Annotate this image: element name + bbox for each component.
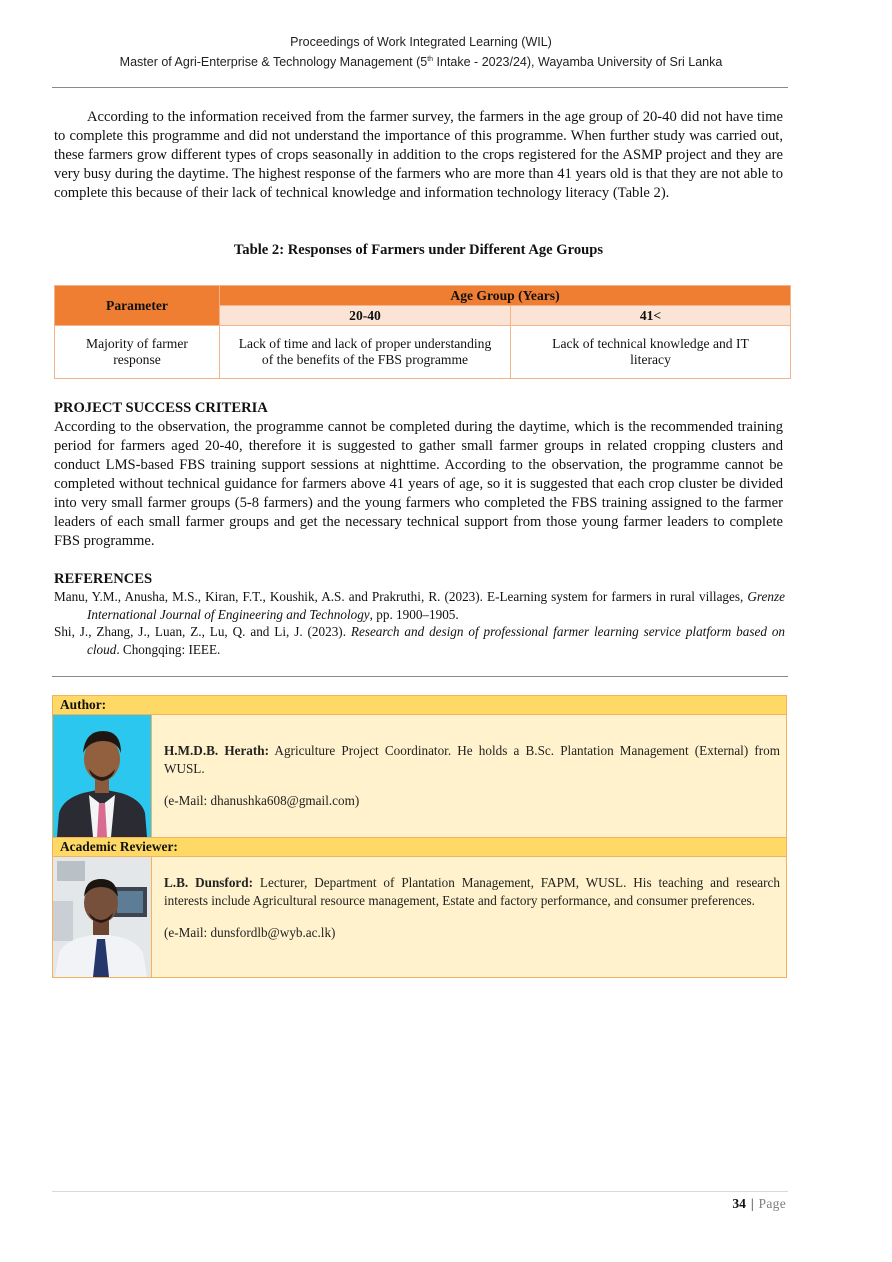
- author-box: [52, 695, 787, 838]
- page-number: 34: [732, 1196, 746, 1211]
- table-caption: Table 2: Responses of Farmers under Different Age Groups: [233, 242, 604, 258]
- reference-publisher: . Chongqing: IEEE.: [116, 641, 221, 657]
- table-cell-41-plus: [511, 326, 791, 379]
- table-cell-20-40-text: Lack of time and lack of proper understanding of the benefits of the FBS programme: [238, 336, 492, 367]
- reference-item: [54, 588, 785, 623]
- reference-pages: , pp. 1900–1905.: [369, 606, 459, 622]
- page-label: Page: [758, 1196, 786, 1211]
- section-heading-project-success: PROJECT SUCCESS CRITERIA: [54, 400, 268, 416]
- table-header-41-plus: 41<: [511, 306, 791, 326]
- reference-item: [54, 623, 785, 658]
- author-name: H.M.D.B. Herath:: [164, 743, 270, 758]
- reference-text: Manu, Y.M., Anusha, M.S., Kiran, F.T., Koushik, A.S. and Prakruthi, R. (2023). E-Learning system for farmers in rural villages,: [54, 589, 748, 604]
- reviewer-portrait-icon: [53, 857, 151, 977]
- reference-title: Research and design of professional farmer learning service platform based on cloud: [87, 624, 786, 657]
- reviewer-bio: [164, 874, 780, 942]
- intro-paragraph: According to the information received from the farmer survey, the farmers in the age group of 20-40 did not have time to complete this programme and did not understand the importance of this programme. When further study was carried out, these farmers grow different types of crops seasonally in addition to the crops registered for the ASMP project and they are very busy during the daytime. The highest response of the farmers who are more than 41 years old is that they are not able to complete this because of their lack of technical knowledge and information technology literacy (Table 2).: [54, 109, 783, 201]
- table-cell-20-40: [220, 326, 511, 379]
- reviewer-box: [52, 837, 787, 978]
- reference-text: Shi, J., Zhang, J., Luan, Z., Lu, Q. and Li, J. (2023).: [54, 624, 351, 639]
- author-bio-text: [164, 742, 780, 778]
- responses-table: [54, 285, 791, 379]
- table-header-age-group: Age Group (Years): [220, 286, 791, 306]
- author-label: Author:: [53, 696, 786, 715]
- reviewer-label: Academic Reviewer:: [53, 838, 786, 857]
- reviewer-description: Lecturer, Department of Plantation Management, FAPM, WUSL. His teaching and research interests include Agricultural resource management, Estate and factory performance, and consumer preferences.: [164, 875, 780, 908]
- table-header-20-40: 20-40: [220, 306, 511, 326]
- author-description: Agriculture Project Coordinator. He holds a B.Sc. Plantation Management (External) from WUSL.: [164, 743, 781, 776]
- project-success-paragraph: According to the observation, the programme cannot be completed during the daytime, which is the recommended training period for farmers aged 20-40, therefore it is suggested to gather small farmer groups in related cropping clusters and conduct LMS-based FBS training support sessions at nighttime. According to the observation, the programme cannot be completed without technical guidance for farmers above 41 years of age, so it is suggested that each crop cluster be divided into very small farmer groups (5-8 farmers) and the young farmers who completed the FBS training assigned to the farmer leaders of each small farmer groups and get the necessary technical support from those young farmer leaders to complete FBS programme.: [54, 419, 783, 549]
- section-heading-references: REFERENCES: [54, 571, 153, 587]
- reviewer-photo: [53, 857, 152, 977]
- header-line-2: [54, 51, 788, 71]
- page-footer: [732, 1196, 786, 1212]
- reference-journal: Grenze International Journal of Engineering and Technology: [87, 589, 785, 622]
- table-row-label-text: Majority of farmer response: [86, 336, 188, 367]
- table-row-label: [55, 326, 220, 379]
- footer-divider: [52, 1191, 788, 1192]
- header-line-2-text: Master of Agri-Enterprise & Technology Management (5: [119, 55, 428, 70]
- header-line-1: Proceedings of Work Integrated Learning (WIL): [290, 35, 552, 49]
- table-cell-41-plus-text: Lack of technical knowledge and IT literacy: [552, 336, 749, 367]
- header-superscript: th: [427, 56, 434, 63]
- running-header: [54, 34, 788, 71]
- header-divider: [52, 87, 788, 88]
- reviewer-name: L.B. Dunsford:: [164, 875, 253, 890]
- author-portrait-icon: [53, 715, 151, 837]
- footer-separator: |: [750, 1196, 754, 1211]
- reviewer-email: (e-Mail: dunsfordlb@wyb.ac.lk): [164, 925, 336, 940]
- header-line-2-tail: Intake - 2023/24), Wayamba University of Sri Lanka: [433, 55, 723, 70]
- author-photo: [53, 715, 152, 837]
- reviewer-bio-text: [164, 874, 780, 910]
- section-divider: [52, 676, 788, 677]
- author-bio: [164, 742, 780, 810]
- table-header-parameter: Parameter: [55, 286, 220, 326]
- author-email: (e-Mail: dhanushka608@gmail.com): [164, 793, 360, 808]
